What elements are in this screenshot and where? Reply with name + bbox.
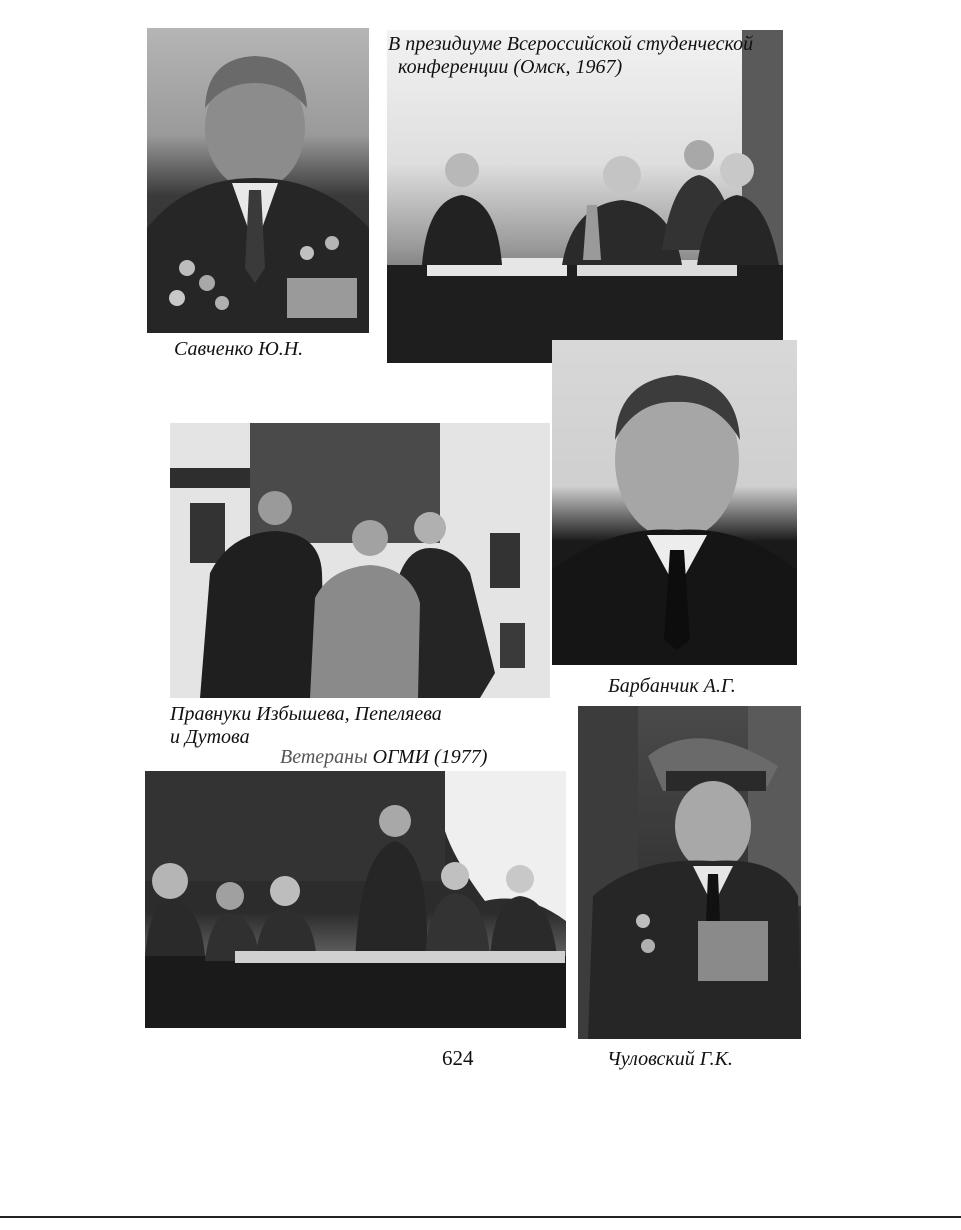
caption-presidium-line2: конференции (Омск, 1967): [398, 56, 623, 78]
savchenko-figure: [147, 28, 369, 333]
caption-great-grandchildren-line1: Правнуки Избышева, Пепеляева: [170, 703, 442, 725]
photo-chulovsky-portrait: [578, 706, 801, 1039]
caption-great-grandchildren-line2: и Дутова: [170, 726, 250, 748]
photo-presidium-conference: [387, 30, 783, 363]
page-number: 624: [442, 1046, 474, 1070]
photo-savchenko-portrait: [147, 28, 369, 333]
presidium-scene: [387, 30, 783, 363]
photo-barbanchik-portrait: [552, 340, 797, 665]
great-grandchildren-scene: [170, 423, 550, 698]
photo-veterans-ogmi: [145, 771, 566, 1028]
caption-savchenko: Савченко Ю.Н.: [174, 338, 304, 360]
photo-great-grandchildren: [170, 423, 550, 698]
barbanchik-figure: [552, 340, 797, 665]
bottom-rule: [0, 1216, 961, 1218]
caption-great-grandchildren: [170, 703, 442, 749]
caption-presidium-line1: В президиуме Всероссийской студенческой: [388, 33, 754, 55]
veterans-scene: [145, 771, 566, 1028]
caption-veterans-prefix: Ветераны: [280, 746, 368, 768]
caption-presidium: [388, 33, 753, 79]
caption-veterans-main: ОГМИ (1977): [372, 746, 488, 768]
caption-chulovsky: Чуловский Г.К.: [607, 1048, 733, 1070]
caption-barbanchik: Барбанчик А.Г.: [608, 675, 736, 697]
caption-veterans: [280, 746, 487, 769]
chulovsky-figure: [578, 706, 801, 1039]
